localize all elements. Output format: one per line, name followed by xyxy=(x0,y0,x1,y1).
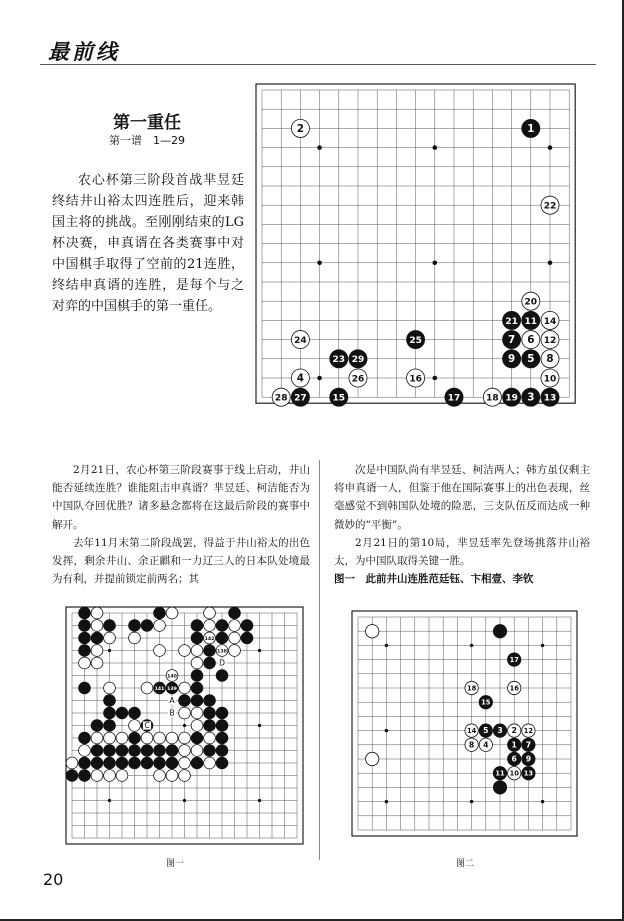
move-number: 4 xyxy=(296,372,305,385)
white-stone xyxy=(204,620,216,632)
white-stone xyxy=(104,770,116,782)
white-stone xyxy=(204,607,216,619)
move-number: 4 xyxy=(483,740,489,750)
position-letter: D xyxy=(219,658,225,668)
move-number: 5 xyxy=(527,353,535,366)
black-stone xyxy=(191,757,203,769)
star-point xyxy=(432,145,437,150)
black-stone xyxy=(116,745,128,757)
black-stone xyxy=(79,620,91,632)
move-number: 8 xyxy=(468,740,475,750)
black-stone xyxy=(216,745,228,757)
white-stone xyxy=(179,745,191,757)
black-stone xyxy=(129,707,141,719)
figure-caption: 图一 此前井山连胜范廷钰、卞相壹、李钦 xyxy=(334,573,534,585)
black-stone xyxy=(191,620,203,632)
move-number: 140 xyxy=(167,674,177,680)
black-stone xyxy=(216,757,228,769)
paragraph: 2月21日，农心杯第三阶段赛事于线上启动，井山能否延续连胜？谁能阻击申真谞？芈昱廷、柯洁能否为中国队夺回优胜？诸多悬念都将在这最后阶段的赛事中解开。 xyxy=(52,464,310,531)
paragraph: 2月21日的第10局，芈昱廷率先登场挑落井山裕太，为中国队取得关键一胜。 xyxy=(334,536,590,568)
white-stone xyxy=(104,732,116,744)
move-number: 9 xyxy=(525,754,532,764)
star-point xyxy=(541,644,544,647)
body-column-left xyxy=(52,461,310,588)
black-stone xyxy=(79,632,91,644)
position-letter: C xyxy=(144,721,150,731)
star-point xyxy=(258,649,261,652)
white-stone xyxy=(91,607,103,619)
move-number: 141 xyxy=(154,687,165,693)
move-number: 7 xyxy=(507,334,516,347)
black-stone xyxy=(91,745,103,757)
black-stone xyxy=(216,732,228,744)
black-stone xyxy=(191,732,203,744)
black-stone xyxy=(216,670,228,682)
move-number: 7 xyxy=(525,740,532,750)
move-number: 5 xyxy=(483,726,489,736)
black-stone xyxy=(216,720,228,732)
white-stone xyxy=(179,757,191,769)
black-stone xyxy=(241,620,253,632)
body-column-right xyxy=(334,461,590,570)
white-stone xyxy=(229,620,241,632)
move-number: 22 xyxy=(543,201,557,212)
star-point xyxy=(108,649,111,652)
move-number: 18 xyxy=(466,684,477,693)
white-stone xyxy=(79,745,91,757)
move-number: 17 xyxy=(447,393,461,404)
black-stone xyxy=(204,695,216,707)
white-stone xyxy=(179,707,191,719)
white-stone xyxy=(79,657,91,669)
go-board-figure-2 xyxy=(344,603,588,847)
black-stone xyxy=(91,720,103,732)
black-stone xyxy=(129,732,141,744)
black-stone xyxy=(191,670,203,682)
move-number: 139 xyxy=(167,687,177,693)
move-number: 11 xyxy=(524,316,538,327)
move-number: 16 xyxy=(509,684,519,693)
black-stone xyxy=(154,607,166,619)
white-stone xyxy=(91,732,103,744)
white-stone xyxy=(91,620,103,632)
move-number: 15 xyxy=(332,393,346,404)
white-stone xyxy=(166,732,178,744)
move-number: 13 xyxy=(543,393,557,404)
move-number: 21 xyxy=(505,316,518,327)
white-stone xyxy=(191,720,203,732)
white-stone xyxy=(191,657,203,669)
article-title: 第一重任 xyxy=(113,113,181,133)
black-stone xyxy=(79,770,91,782)
white-stone xyxy=(154,732,166,744)
star-point xyxy=(317,260,322,265)
black-stone xyxy=(493,625,506,638)
move-number: 15 xyxy=(481,698,491,707)
black-stone xyxy=(141,745,153,757)
black-stone xyxy=(493,781,506,794)
star-point xyxy=(183,799,186,802)
move-number: 8 xyxy=(546,353,554,366)
move-number: 14 xyxy=(543,316,557,327)
black-stone xyxy=(241,632,253,644)
black-stone xyxy=(91,757,103,769)
black-stone xyxy=(79,607,91,619)
go-board-main xyxy=(252,80,592,420)
black-stone xyxy=(216,632,228,644)
black-stone xyxy=(204,720,216,732)
move-number: 10 xyxy=(543,374,557,385)
position-letter: A xyxy=(169,696,175,706)
black-stone xyxy=(191,682,203,694)
black-stone xyxy=(166,757,178,769)
white-stone xyxy=(229,645,241,657)
header-rule xyxy=(40,64,596,65)
move-number: 1 xyxy=(527,122,535,135)
move-number: 6 xyxy=(511,754,517,764)
white-stone xyxy=(179,732,191,744)
black-stone xyxy=(129,745,141,757)
page-number: 20 xyxy=(43,870,64,889)
white-stone xyxy=(179,770,191,782)
black-stone xyxy=(129,620,141,632)
column-divider xyxy=(319,460,320,860)
black-stone xyxy=(216,707,228,719)
star-point xyxy=(470,800,473,803)
star-point xyxy=(432,376,437,381)
star-point xyxy=(470,644,473,647)
black-stone xyxy=(154,757,166,769)
black-stone xyxy=(104,620,116,632)
move-number: 26 xyxy=(351,374,365,385)
move-number: 28 xyxy=(274,393,288,404)
go-board-figure-1 xyxy=(62,603,306,847)
black-stone xyxy=(104,695,116,707)
move-number: 138 xyxy=(217,649,227,655)
move-number: 6 xyxy=(527,334,535,347)
black-stone xyxy=(204,657,216,669)
black-stone xyxy=(129,757,141,769)
white-stone xyxy=(154,645,166,657)
white-stone xyxy=(154,620,166,632)
star-point xyxy=(432,260,437,265)
move-number: 14 xyxy=(466,727,477,736)
white-stone xyxy=(166,770,178,782)
black-stone xyxy=(104,720,116,732)
white-stone xyxy=(191,707,203,719)
white-stone xyxy=(141,732,153,744)
white-stone xyxy=(91,657,103,669)
move-number: 27 xyxy=(294,393,307,404)
white-stone xyxy=(104,682,116,694)
move-number: 18 xyxy=(486,393,499,404)
black-stone xyxy=(191,695,203,707)
move-number: 13 xyxy=(523,769,534,778)
black-stone xyxy=(104,707,116,719)
black-stone xyxy=(116,707,128,719)
white-stone xyxy=(91,770,103,782)
move-number: 10 xyxy=(509,769,519,778)
black-stone xyxy=(66,770,78,782)
black-stone xyxy=(216,620,228,632)
white-stone xyxy=(191,745,203,757)
move-number: 2 xyxy=(296,122,305,135)
star-point xyxy=(385,800,388,803)
move-number: 2 xyxy=(511,726,517,736)
move-number: 25 xyxy=(409,336,422,347)
paragraph: 次是中国队尚有芈昱廷、柯洁两人；韩方虽仅剩主将申真谞一人，但鉴于他在国际赛事上的出色表现，丝毫感觉不到韩国队处境的险恶，三支队伍反而达成一种微妙的“平衡”。 xyxy=(334,464,590,531)
black-stone xyxy=(204,745,216,757)
star-point xyxy=(258,799,261,802)
white-stone xyxy=(66,757,78,769)
black-stone xyxy=(141,620,153,632)
white-stone xyxy=(204,732,216,744)
article-intro: 农心杯第三阶段首战芈昱廷终结井山裕太四连胜后，迎来韩国主将的挑战。至刚刚结束的LG杯决赛，申真谞在各类赛事中对中国棋手取得了空前的21连胜，终结申真谞的连胜，是每个与之对弈的中国棋手的第一重任。 xyxy=(52,173,244,314)
white-stone xyxy=(179,682,191,694)
white-stone xyxy=(104,632,116,644)
black-stone xyxy=(104,745,116,757)
white-stone xyxy=(179,645,191,657)
star-point xyxy=(258,724,261,727)
white-stone xyxy=(366,625,379,638)
move-number: 142 xyxy=(204,637,215,643)
white-stone xyxy=(116,732,128,744)
black-stone xyxy=(204,707,216,719)
move-number: 19 xyxy=(505,393,518,404)
black-stone xyxy=(141,757,153,769)
white-stone xyxy=(129,720,141,732)
move-number: 3 xyxy=(527,391,535,404)
star-point xyxy=(317,145,322,150)
move-number: 1 xyxy=(511,740,517,750)
star-point xyxy=(317,376,322,381)
article-subtitle: 第一谱 1—29 xyxy=(109,134,185,147)
black-stone xyxy=(91,632,103,644)
white-stone xyxy=(154,770,166,782)
section-header: 最前线 xyxy=(48,39,120,64)
black-stone xyxy=(204,645,216,657)
white-stone xyxy=(91,645,103,657)
move-number: 12 xyxy=(523,727,534,736)
star-point xyxy=(385,644,388,647)
move-number: 11 xyxy=(495,769,505,778)
move-number: 12 xyxy=(543,336,557,347)
move-number: 29 xyxy=(351,355,365,366)
move-number: 23 xyxy=(332,355,346,366)
star-point xyxy=(541,800,544,803)
move-number: 17 xyxy=(509,656,519,665)
white-stone xyxy=(366,752,379,765)
white-stone xyxy=(116,770,128,782)
star-point xyxy=(183,724,186,727)
move-number: 20 xyxy=(524,297,538,308)
position-letter: B xyxy=(169,708,175,718)
figure-2-label: 图二 xyxy=(456,859,475,869)
move-number: 9 xyxy=(507,353,516,366)
white-stone xyxy=(191,645,203,657)
white-stone xyxy=(204,757,216,769)
move-number: 16 xyxy=(409,374,422,385)
white-stone xyxy=(229,632,241,644)
black-stone xyxy=(229,607,241,619)
star-point xyxy=(548,260,553,265)
paragraph: 去年11月末第二阶段战罢，得益于井山裕太的出色发挥，剩余井山、余正麒和一力辽三人的日本队处境最为有利，并提前锁定前两名；其 xyxy=(52,536,310,586)
move-number: 24 xyxy=(294,336,307,347)
black-stone xyxy=(116,757,128,769)
move-number: 3 xyxy=(497,726,503,736)
star-point xyxy=(385,729,388,732)
black-stone xyxy=(79,757,91,769)
white-stone xyxy=(129,632,141,644)
star-point xyxy=(548,145,553,150)
black-stone xyxy=(79,732,91,744)
black-stone xyxy=(154,745,166,757)
black-stone xyxy=(79,682,91,694)
black-stone xyxy=(166,745,178,757)
figure-1-label: 图一 xyxy=(166,859,185,869)
black-stone xyxy=(191,632,203,644)
white-stone xyxy=(166,607,178,619)
black-stone xyxy=(179,695,191,707)
star-point xyxy=(108,799,111,802)
black-stone xyxy=(79,645,91,657)
black-stone xyxy=(104,757,116,769)
white-stone xyxy=(141,682,153,694)
